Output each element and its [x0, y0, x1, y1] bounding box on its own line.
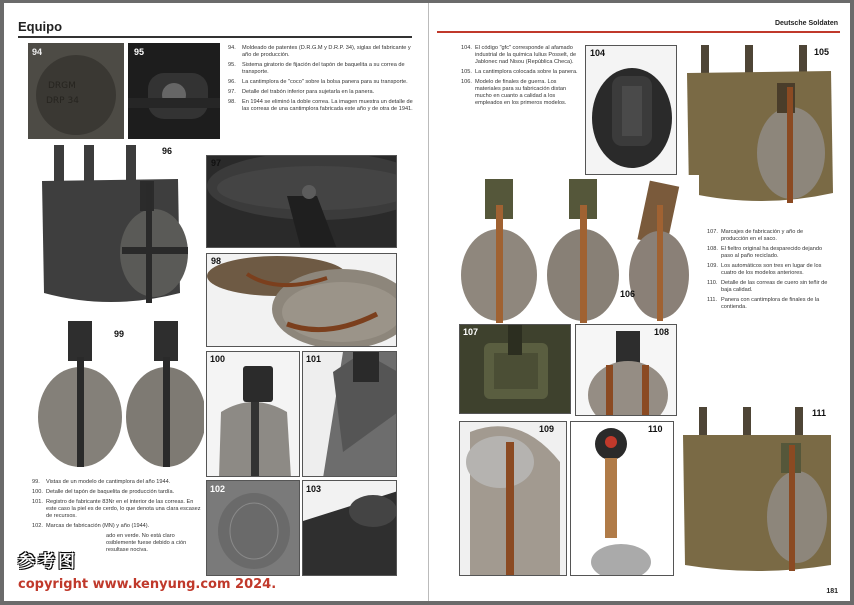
svg-text:DRGM: DRGM	[48, 81, 76, 91]
photo-101	[302, 351, 397, 477]
header-rule	[437, 31, 840, 33]
figure-number-99: 99	[114, 329, 125, 339]
caption-98: 98. En 1944 se eliminó la doble correa. La imagen muestra un detalle de las correas de una cantimplora fabricada este año y de otra de 1941.	[228, 99, 413, 112]
book-spread	[4, 3, 850, 601]
right-page	[429, 3, 850, 601]
caption-105: 105. La cantimplora colocada sobre la panera.	[461, 69, 578, 75]
caption-108: 108. El fieltro original ha desparecido dejando paso al paño reciclado.	[707, 246, 823, 259]
photo-106	[459, 175, 699, 325]
caption-109: 109. Los automáticos son tres en lugar de los cuatro de los modelos anteriores.	[707, 263, 822, 276]
left-page	[4, 3, 429, 601]
captions-107-111	[707, 229, 829, 314]
figure-number-95: 95	[134, 47, 145, 57]
captions-104-106	[461, 45, 579, 110]
caption-104: 104. El código "gfc" corresponde al afamado industrial de la química Iulius Posselt, de Jablonec nad Nisou (República Checa).	[461, 45, 577, 65]
caption-95: 95. Sistema giratorio de fijación del tapón de baquelita a su correa de transporte.	[228, 62, 405, 75]
photo-109	[459, 421, 567, 576]
running-header: Deutsche Soldaten	[774, 20, 838, 27]
svg-text:DRP 34: DRP 34	[46, 96, 79, 106]
photo-105	[681, 43, 839, 209]
caption-94: 94. Moldeado de patentes (D.R.G.M y D.R.P. 34), siglas del fabricante y año de producción.	[228, 45, 411, 58]
caption-99: 99. Vistas de un modelo de cantimplora del año 1944.	[32, 479, 171, 485]
figure-number-105: 105	[814, 47, 830, 57]
caption-97: 97. Detalle del trabón inferior para sujetarla en la panera.	[228, 89, 375, 95]
photo-111	[677, 405, 839, 577]
figure-number-104: 104	[590, 48, 606, 58]
photo-99	[28, 317, 204, 471]
caption-101: 101. Registro de fabricante 83Nr en el interior de las correas. En este caso la piel es de cerdo, lo que denota una clara escasez de recursos.	[32, 499, 201, 519]
caption-96: 96. La cantimplora de "coco" sobre la bolsa panera para su transporte.	[228, 79, 408, 85]
figure-number-103: 103	[306, 484, 322, 494]
photo-104	[585, 45, 677, 175]
figure-number-109: 109	[539, 424, 555, 434]
figure-number-101: 101	[306, 354, 322, 364]
caption-103-partial: ado en verde. No está claro osiblemente fuese debido a ción resultase nociva.	[106, 533, 187, 553]
figure-number-106: 106	[620, 289, 636, 299]
figure-number-98: 98	[211, 256, 222, 266]
title-rule	[18, 36, 412, 38]
figure-number-94: 94	[32, 47, 43, 57]
photo-98	[206, 253, 397, 347]
photo-94	[28, 43, 124, 139]
photo-100	[206, 351, 300, 477]
figure-number-107: 107	[463, 327, 479, 337]
photo-110	[570, 421, 674, 576]
page-number: 181	[826, 588, 838, 595]
watermark-chinese: 参考图	[18, 552, 78, 572]
photo-97	[206, 155, 397, 248]
caption-102: 102. Marcas de fabricación (MN) y año (1944).	[32, 523, 150, 529]
photo-108	[575, 324, 677, 416]
photo-107	[459, 324, 571, 414]
figure-number-110: 110	[648, 424, 663, 434]
captions-99-102	[32, 479, 202, 557]
figure-number-97: 97	[211, 158, 222, 168]
caption-111: 111. Panera con cantimplora de finales de la contienda.	[707, 297, 820, 310]
caption-107: 107. Marcajes de fabricación y año de producción en el saco.	[707, 229, 804, 242]
figure-number-108: 108	[654, 327, 670, 337]
photo-95	[128, 43, 220, 139]
captions-94-98	[228, 45, 414, 116]
photo-103	[302, 480, 397, 576]
photo-102	[206, 480, 300, 576]
caption-100: 100. Detalle del tapón de baquelita de producción tardía.	[32, 489, 175, 495]
caption-110: 110. Detalle de las correas de cuero sin teñir de baja calidad.	[707, 280, 828, 293]
figure-number-111: 111	[812, 408, 827, 418]
figure-number-102: 102	[210, 484, 226, 494]
caption-106: 106. Modelo de finales de guerra. Los materiales para su fabricación distan mucho en cuanto a calidad a los empleados en los primeros modelos.	[461, 79, 567, 106]
figure-number-100: 100	[210, 354, 226, 364]
section-title: Equipo	[18, 19, 63, 34]
photo-96	[28, 143, 204, 315]
figure-number-96: 96	[162, 146, 173, 156]
watermark-copyright: copyright www.kenyung.com 2024.	[18, 577, 277, 592]
